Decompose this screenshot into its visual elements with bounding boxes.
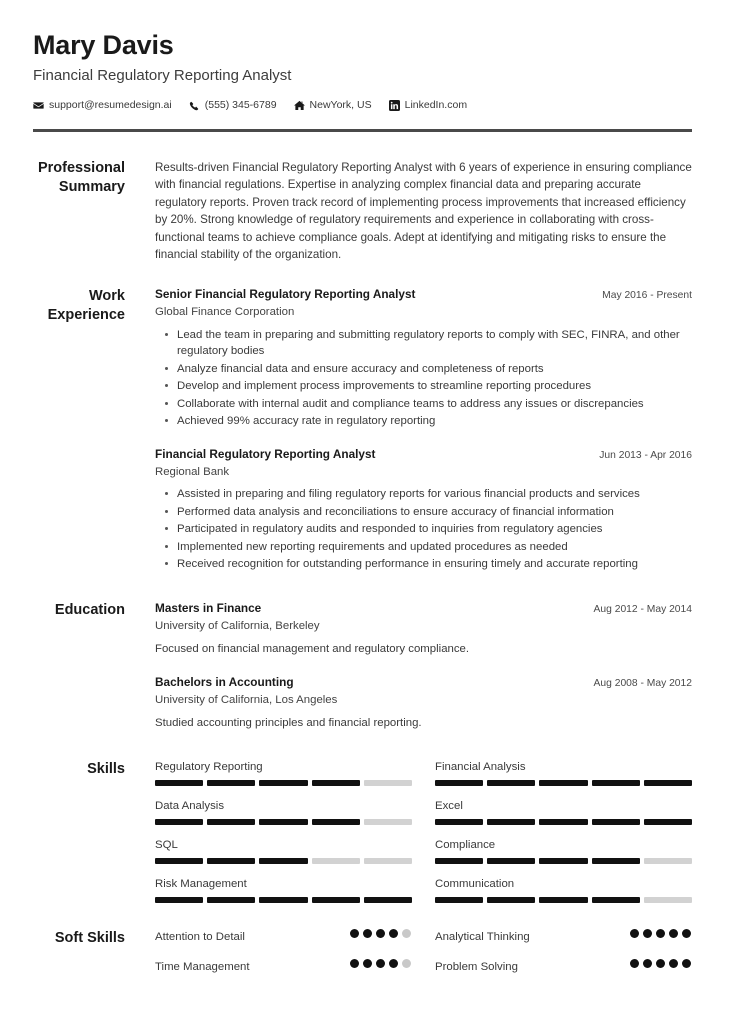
contact-location-text: NewYork, US: [309, 99, 372, 112]
experience-bullet: Received recognition for outstanding performance in ensuring timely and accurate reporting: [177, 556, 692, 573]
education-entry: [155, 675, 692, 732]
soft-skill-dot: [669, 929, 678, 938]
soft-skill-dot: [376, 959, 385, 968]
soft-skill-rating: [350, 959, 412, 968]
skill-level-segment: [155, 858, 203, 864]
contact-location[interactable]: [294, 99, 372, 111]
skill-level-meter: [155, 780, 412, 786]
skill-level-segment: [539, 858, 587, 864]
soft-skill-dot: [656, 959, 665, 968]
skill-level-segment: [644, 780, 692, 786]
education-description: Studied accounting principles and financial reporting.: [155, 717, 422, 730]
skill-level-segment: [207, 780, 255, 786]
contact-email[interactable]: [33, 99, 172, 111]
skill-item: [155, 877, 412, 903]
experience-bullet: Assisted in preparing and filing regulatory reports for various financial products and services: [177, 486, 692, 503]
skill-name: Excel: [435, 800, 463, 813]
soft-skill-rating: [630, 959, 692, 968]
section-label-summary: Professional Summary: [37, 160, 125, 195]
home-icon: [294, 100, 305, 111]
skill-level-segment: [592, 897, 640, 903]
skill-level-segment: [487, 858, 535, 864]
experience-bullet: Implemented new reporting requirements and updated procedures as needed: [177, 539, 692, 556]
skill-item: [435, 760, 692, 786]
experience-title: Senior Financial Regulatory Reporting Analyst: [155, 287, 416, 302]
soft-skill-dot: [682, 959, 691, 968]
education-institution: University of California, Los Angeles: [155, 694, 338, 707]
soft-skill-name: Time Management: [155, 960, 250, 973]
experience-entry-head: [155, 287, 692, 303]
skill-level-meter: [435, 780, 692, 786]
experience-organization: Regional Bank: [155, 465, 230, 478]
linkedin-icon: [389, 100, 400, 111]
soft-skill-dot: [350, 929, 359, 938]
soft-skill-name: Analytical Thinking: [435, 930, 530, 943]
experience-date: Jun 2013 - Apr 2016: [599, 449, 692, 461]
skill-level-meter: [155, 897, 412, 903]
skill-level-segment: [435, 819, 483, 825]
skill-level-segment: [207, 819, 255, 825]
skill-level-segment: [364, 819, 412, 825]
experience-date: May 2016 - Present: [602, 290, 692, 302]
soft-skill-rating: [350, 929, 412, 938]
experience-organization: Global Finance Corporation: [155, 306, 295, 319]
soft-skill-dot: [376, 929, 385, 938]
education-degree: Masters in Finance: [155, 600, 262, 615]
skill-level-segment: [435, 780, 483, 786]
section-label-experience: Work Experience: [47, 288, 125, 324]
skill-level-segment: [155, 819, 203, 825]
education-entry-head: [155, 675, 692, 691]
soft-skill-dot: [656, 929, 665, 938]
soft-skill-name: Attention to Detail: [155, 930, 245, 943]
skill-level-segment: [487, 780, 535, 786]
skill-level-segment: [364, 897, 412, 903]
skill-level-segment: [259, 858, 307, 864]
skill-level-segment: [155, 897, 203, 903]
skill-item: [155, 799, 412, 825]
soft-skill-dot: [643, 959, 652, 968]
skill-level-segment: [592, 858, 640, 864]
skill-level-meter: [435, 819, 692, 825]
candidate-job-title: Financial Regulatory Reporting Analyst: [33, 67, 292, 85]
skill-level-segment: [539, 897, 587, 903]
soft-skill-rating: [630, 929, 692, 938]
experience-bullet: Develop and implement process improvements to streamline reporting procedures: [177, 378, 692, 395]
skill-level-segment: [644, 819, 692, 825]
experience-entry-head: [155, 447, 692, 463]
skill-level-meter: [435, 858, 692, 864]
skill-level-segment: [435, 897, 483, 903]
experience-bullet-list: [155, 327, 692, 430]
education-date: Aug 2008 - May 2012: [593, 678, 692, 690]
experience-bullet: Collaborate with internal audit and compliance teams to address any issues or discrepancies: [177, 396, 692, 413]
education-institution: University of California, Berkeley: [155, 619, 320, 632]
header-divider: [33, 129, 692, 132]
skill-level-segment: [259, 819, 307, 825]
education-entry: [155, 601, 692, 658]
skill-name: Communication: [435, 877, 515, 890]
skill-level-segment: [312, 897, 360, 903]
skill-name: Financial Analysis: [435, 761, 526, 774]
skill-level-segment: [539, 819, 587, 825]
soft-skill-dot: [630, 959, 639, 968]
skill-level-segment: [364, 780, 412, 786]
soft-skill-dot: [402, 959, 411, 968]
skill-item: [155, 760, 412, 786]
experience-bullet: Analyze financial data and ensure accuracy and completeness of reports: [177, 361, 692, 378]
resume-header: [33, 0, 697, 132]
contact-email-text: support@resumedesign.ai: [49, 99, 172, 112]
skill-level-segment: [312, 819, 360, 825]
skill-level-segment: [644, 897, 692, 903]
skill-level-segment: [312, 858, 360, 864]
soft-skill-name: Problem Solving: [435, 960, 518, 973]
skill-level-segment: [312, 780, 360, 786]
skill-level-segment: [539, 780, 587, 786]
skill-level-segment: [592, 819, 640, 825]
section-label-skills: Skills: [87, 761, 125, 778]
skill-level-segment: [435, 858, 483, 864]
experience-bullet: Lead the team in preparing and submitting regulatory reports to comply with SEC, FINRA, and other regulatory bodies: [177, 327, 692, 360]
experience-entry: [155, 447, 692, 573]
soft-skill-item: [435, 959, 692, 975]
section-education: [33, 601, 692, 733]
skill-level-meter: [155, 819, 412, 825]
section-work-experience: [33, 287, 692, 574]
soft-skill-dot: [363, 959, 372, 968]
skill-level-meter: [435, 897, 692, 903]
skill-name: SQL: [155, 839, 178, 852]
soft-skills-grid: [155, 929, 692, 975]
section-soft-skills: [33, 929, 692, 975]
contact-linkedin-text: LinkedIn.com: [404, 99, 468, 112]
contact-linkedin[interactable]: [389, 99, 467, 111]
skill-name: Regulatory Reporting: [155, 761, 263, 774]
section-label-education: Education: [54, 601, 125, 618]
skill-level-segment: [364, 858, 412, 864]
envelope-icon: [33, 100, 44, 111]
phone-icon: [189, 100, 200, 111]
skill-item: [435, 838, 692, 864]
skill-item: [155, 838, 412, 864]
soft-skill-item: [435, 929, 692, 945]
experience-bullet-list: [155, 486, 692, 573]
experience-bullet: Achieved 99% accuracy rate in regulatory reporting: [177, 413, 692, 430]
soft-skill-dot: [630, 929, 639, 938]
soft-skill-dot: [402, 929, 411, 938]
section-label-soft-skills: Soft Skills: [54, 929, 125, 946]
section-professional-summary: [33, 159, 692, 263]
soft-skill-dot: [643, 929, 652, 938]
soft-skill-dot: [363, 929, 372, 938]
skill-level-segment: [207, 897, 255, 903]
soft-skill-dot: [669, 959, 678, 968]
contact-phone[interactable]: [189, 99, 277, 111]
skill-level-segment: [207, 858, 255, 864]
contact-row: [33, 99, 697, 111]
soft-skill-dot: [350, 959, 359, 968]
experience-entry: [155, 287, 692, 430]
education-entry-head: [155, 601, 692, 617]
education-description: Focused on financial management and regulatory compliance.: [155, 643, 470, 656]
soft-skill-dot: [682, 929, 691, 938]
skill-level-segment: [259, 780, 307, 786]
experience-bullet: Participated in regulatory audits and responded to inquiries from regulatory agencies: [177, 521, 692, 538]
experience-title: Financial Regulatory Reporting Analyst: [155, 446, 376, 461]
section-skills: [33, 760, 692, 902]
skill-name: Compliance: [435, 839, 496, 852]
skill-level-segment: [155, 780, 203, 786]
skill-level-segment: [487, 897, 535, 903]
skill-level-meter: [155, 858, 412, 864]
education-date: Aug 2012 - May 2014: [593, 603, 692, 615]
soft-skill-dot: [389, 929, 398, 938]
soft-skill-item: [155, 929, 412, 945]
contact-phone-text: (555) 345-6789: [204, 99, 277, 112]
candidate-name: Mary Davis: [33, 30, 174, 60]
skill-item: [435, 799, 692, 825]
experience-bullet: Performed data analysis and reconciliations to ensure accuracy of financial information: [177, 504, 692, 521]
skill-name: Data Analysis: [155, 800, 225, 813]
skill-level-segment: [487, 819, 535, 825]
soft-skill-dot: [389, 959, 398, 968]
skill-level-segment: [644, 858, 692, 864]
skill-item: [435, 877, 692, 903]
skill-name: Risk Management: [155, 877, 247, 890]
skills-grid: [155, 760, 692, 902]
education-degree: Bachelors in Accounting: [155, 675, 294, 690]
summary-text: Results-driven Financial Regulatory Reporting Analyst with 6 years of experience in ensuring compliance with financial regulations. Expertise in analyzing complex financial data and preparing accurate regulatory reports. Proven track record of implementing process improvements that increased efficiency by 20%. Strong knowledge of regulatory requirements and experience in collaborating with cross-functional teams to achieve compliance goals. Adept at identifying and mitigating risks to ensure the financial stability of the organization.: [155, 161, 692, 261]
soft-skill-item: [155, 959, 412, 975]
skill-level-segment: [259, 897, 307, 903]
skill-level-segment: [592, 780, 640, 786]
